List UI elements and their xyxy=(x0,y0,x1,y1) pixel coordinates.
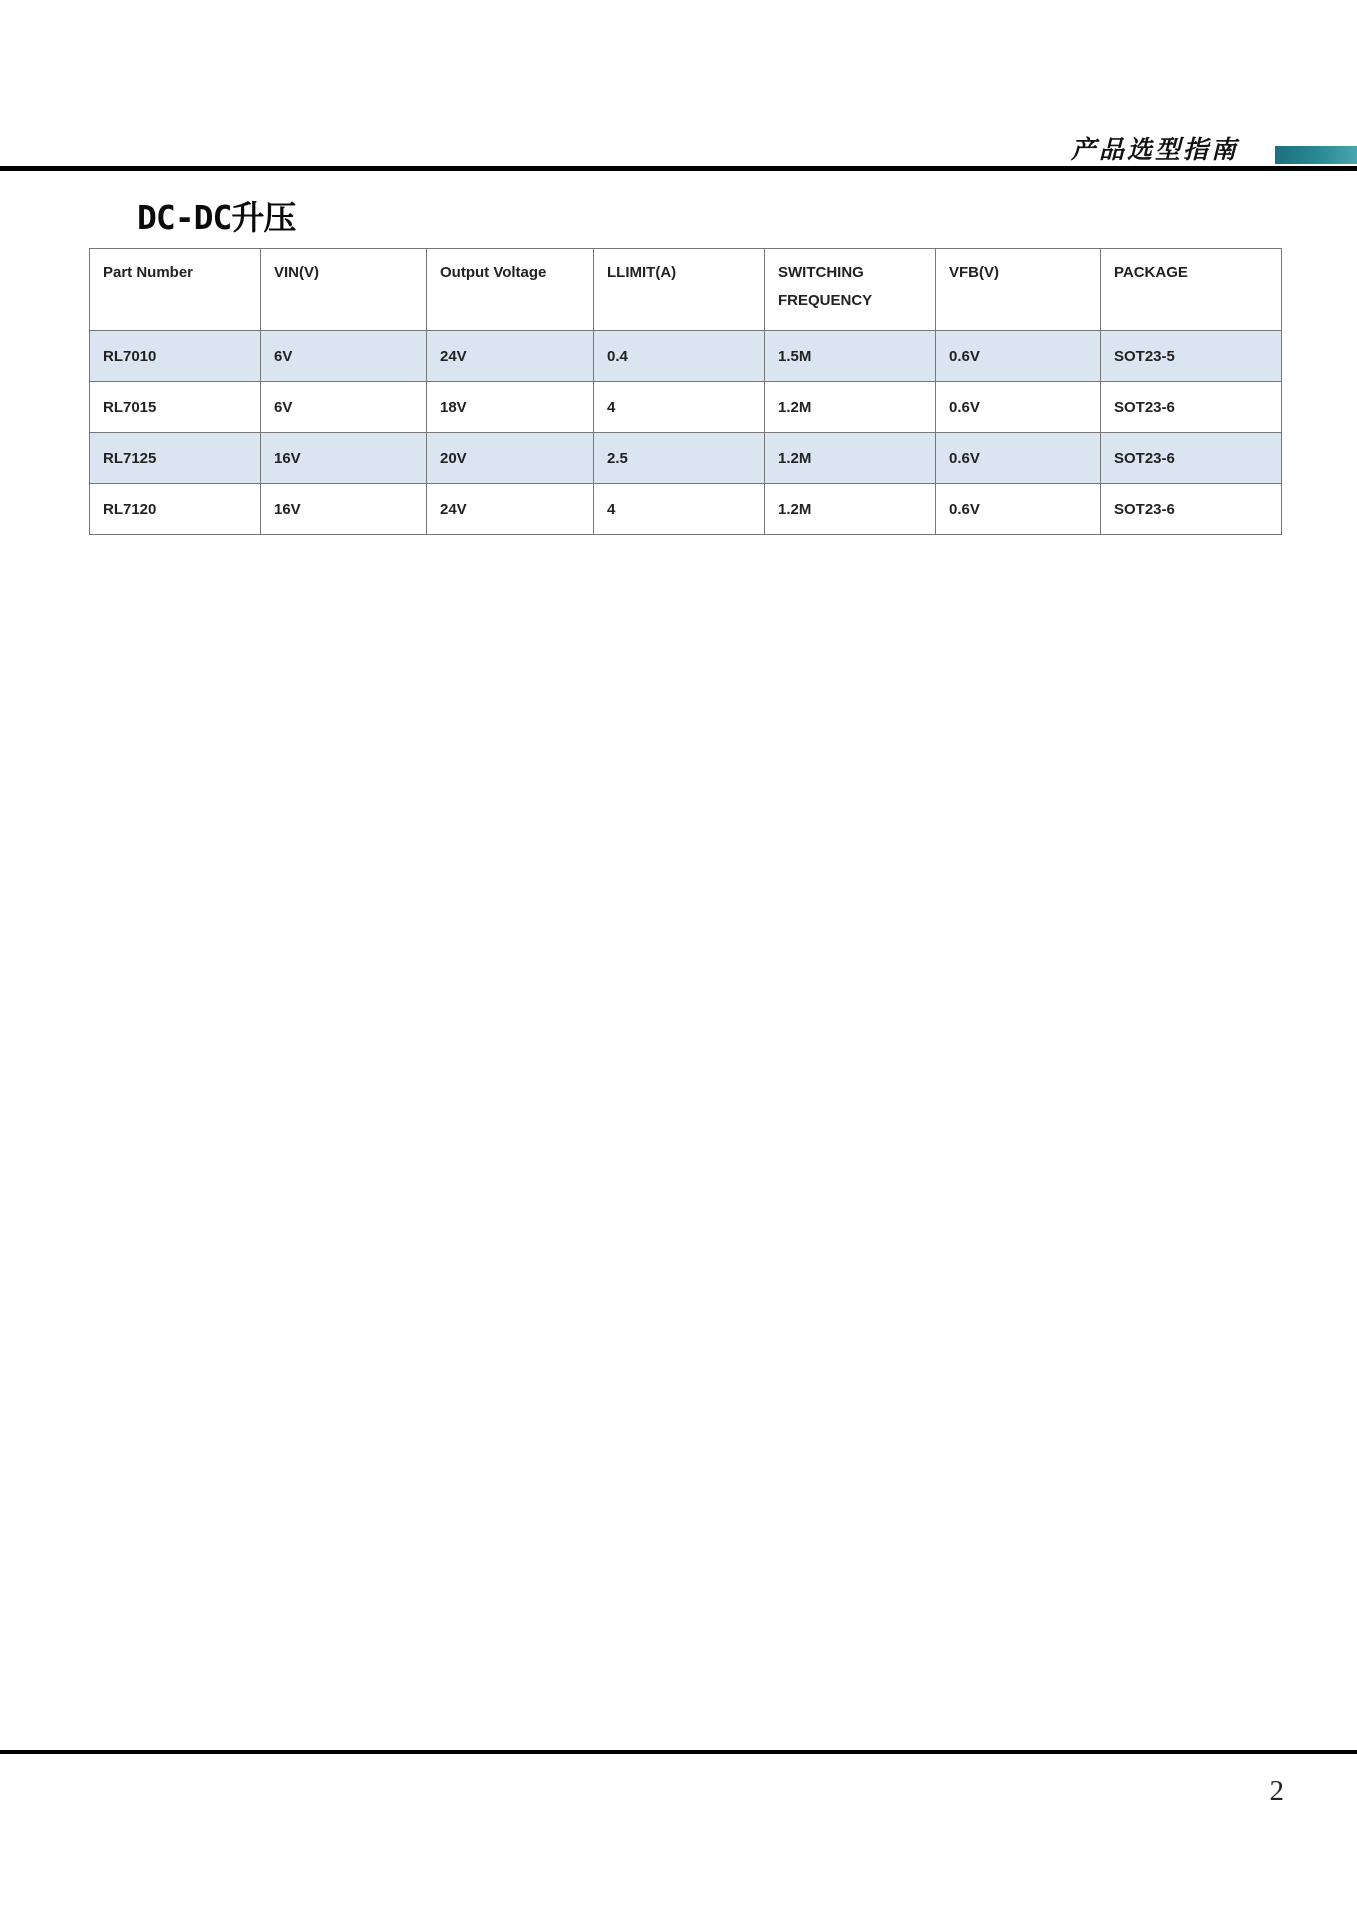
cell-vin: 16V xyxy=(261,433,427,484)
table-row xyxy=(90,382,1282,433)
table-header-row xyxy=(90,249,1282,331)
cell-switching-frequency: 1.2M xyxy=(765,433,936,484)
cell-llimit: 4 xyxy=(594,484,765,535)
column-header-switching-frequency: SWITCHING FREQUENCY xyxy=(765,249,936,331)
header-accent-bar xyxy=(1275,146,1357,164)
table-row xyxy=(90,433,1282,484)
column-header-llimit: LLIMIT(A) xyxy=(594,249,765,331)
cell-vfb: 0.6V xyxy=(936,433,1101,484)
cell-package: SOT23-5 xyxy=(1101,331,1282,382)
cell-output-voltage: 20V xyxy=(427,433,594,484)
cell-llimit: 2.5 xyxy=(594,433,765,484)
product-table xyxy=(89,248,1282,535)
header-rule xyxy=(0,166,1357,171)
cell-vin: 6V xyxy=(261,331,427,382)
cell-part-number: RL7010 xyxy=(90,331,261,382)
cell-llimit: 0.4 xyxy=(594,331,765,382)
cell-vfb: 0.6V xyxy=(936,331,1101,382)
column-header-output-voltage: Output Voltage xyxy=(427,249,594,331)
column-header-vin: VIN(V) xyxy=(261,249,427,331)
cell-output-voltage: 24V xyxy=(427,331,594,382)
cell-output-voltage: 24V xyxy=(427,484,594,535)
cell-part-number: RL7015 xyxy=(90,382,261,433)
cell-package: SOT23-6 xyxy=(1101,433,1282,484)
cell-vin: 6V xyxy=(261,382,427,433)
cell-part-number: RL7125 xyxy=(90,433,261,484)
table-row xyxy=(90,331,1282,382)
header-title: 产品选型指南 xyxy=(1070,135,1239,164)
cell-switching-frequency: 1.2M xyxy=(765,484,936,535)
cell-switching-frequency: 1.2M xyxy=(765,382,936,433)
cell-vfb: 0.6V xyxy=(936,382,1101,433)
cell-part-number: RL7120 xyxy=(90,484,261,535)
table-row xyxy=(90,484,1282,535)
cell-switching-frequency: 1.5M xyxy=(765,331,936,382)
section-title: DC-DC升压 xyxy=(137,198,296,237)
cell-vin: 16V xyxy=(261,484,427,535)
cell-package: SOT23-6 xyxy=(1101,382,1282,433)
column-header-vfb: VFB(V) xyxy=(936,249,1101,331)
cell-llimit: 4 xyxy=(594,382,765,433)
footer-rule xyxy=(0,1750,1357,1754)
cell-vfb: 0.6V xyxy=(936,484,1101,535)
column-header-part-number: Part Number xyxy=(90,249,261,331)
cell-output-voltage: 18V xyxy=(427,382,594,433)
column-header-package: PACKAGE xyxy=(1101,249,1282,331)
page-number: 2 xyxy=(1269,1775,1284,1807)
cell-package: SOT23-6 xyxy=(1101,484,1282,535)
